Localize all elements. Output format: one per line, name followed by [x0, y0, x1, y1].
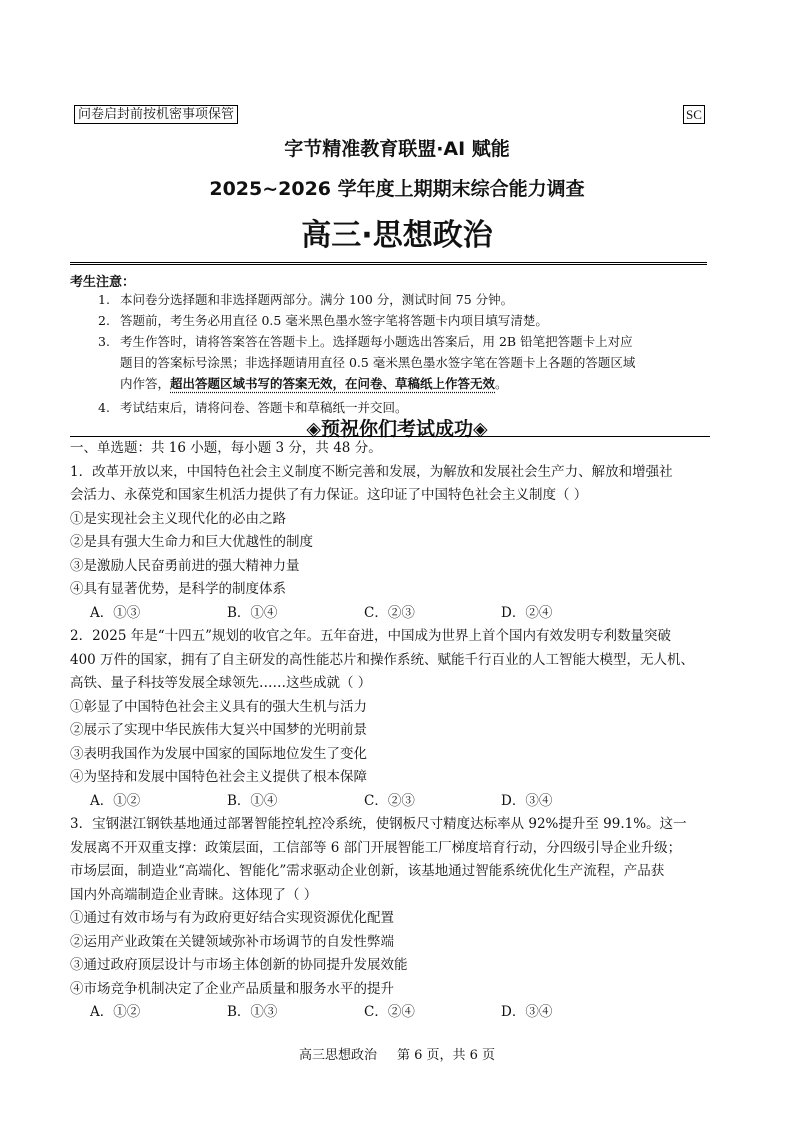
statement: ④市场竞争机制决定了企业产品质量和服务水平的提升	[70, 980, 394, 997]
option-a: A．①②	[90, 792, 141, 809]
paper-code-box: SC	[683, 105, 705, 124]
notice-emphasis: 超出答题区域书写的答案无效，在问卷、草稿纸上作答无效	[170, 376, 496, 391]
good-luck-banner: ◈预祝你们考试成功◈	[306, 418, 488, 440]
option-d: D．③④	[501, 1004, 553, 1020]
section-heading: 一、单选题：共 16 小题，每小题 3 分，共 48 分。	[70, 440, 382, 456]
notice-text: 。	[495, 376, 508, 391]
statement: ①通过有效市场与有为政府更好结合实现资源优化配置	[70, 910, 394, 926]
notice-number: 3.	[98, 334, 110, 349]
statement: ④为坚持和发展中国特色社会主义提供了根本保障	[70, 769, 367, 785]
confidential-notice-box: 问卷启封前按机密事项保管	[74, 105, 238, 124]
answer-options	[70, 602, 720, 626]
question-stem: 会活力、永葆党和国家生机活力提供了有力保证。这印证了中国特色社会主义制度（ ）	[70, 487, 588, 503]
question-3	[70, 813, 720, 1025]
notice-number: 4.	[98, 400, 110, 415]
option-b: B．①③	[227, 1004, 278, 1020]
question-area	[70, 437, 720, 1025]
question-stem: 发展离不开双重支撑：政策层面，工信部等 6 部门开展智能工厂梯度培育行动，分四级引导企业升级；	[70, 839, 682, 856]
footer-page-number: 第 6 页，共 6 页	[396, 1048, 496, 1063]
notice-number: 2.	[98, 313, 110, 328]
notice-item	[98, 331, 708, 394]
exam-session-title: 2025~2026 学年度上期期末综合能力调查	[209, 178, 585, 200]
notice-item	[98, 310, 708, 331]
page-footer	[0, 1044, 794, 1063]
footer-subject: 高三思想政治	[298, 1048, 377, 1063]
notice-text: 考试结束后，请将问卷、答题卡和草稿纸一并交回。	[120, 400, 408, 415]
exam-organizer-title: 字节精准教育联盟·AI 赋能	[284, 138, 510, 160]
question-stem: 1．改革开放以来，中国特色社会主义制度不断完善和发展，为解放和发展社会生产力、解放和增强社	[70, 463, 673, 480]
option-d: D．②④	[501, 604, 553, 621]
question-1	[70, 461, 720, 626]
statement: ③表明我国作为发展中国家的国际地位发生了变化	[70, 745, 367, 762]
option-c: C．②③	[364, 604, 415, 621]
statement: ③是激励人民奋勇前进的强大精神力量	[70, 557, 300, 574]
statement: ④具有显著优势，是科学的制度体系	[70, 581, 286, 597]
notice-text: 内作答，	[120, 376, 171, 391]
option-b: B．①④	[227, 604, 278, 621]
statement: ①彰显了中国特色社会主义具有的强大生机与活力	[70, 698, 367, 715]
statement: ③通过政府顶层设计与市场主体创新的协同提升发展效能	[70, 957, 408, 973]
notice-text: 考生作答时，请将答案答在答题卡上。选择题每小题选出答案后，用 2B 铅笔把答题卡上对应	[120, 334, 633, 349]
question-stem: 市场层面，制造业“高端化、智能化”需求驱动企业创新，该基地通过智能系统优化生产流程，产品获	[70, 863, 665, 879]
option-a: A．①③	[90, 604, 141, 621]
question-stem: 2．2025 年是“十四五”规划的收官之年。五年奋进，中国成为世界上首个国内有效发明专利数量突破	[70, 628, 672, 644]
notice-title: 考生注意：	[70, 275, 136, 290]
question-2	[70, 625, 720, 813]
statement: ①是实现社会主义现代化的必由之路	[70, 510, 286, 527]
option-c: C．②③	[364, 792, 415, 809]
question-stem: 国内外高端制造企业青睐。这体现了（ ）	[70, 886, 318, 903]
option-b: B．①④	[227, 792, 278, 809]
notice-text: 题目的答案标号涂黑；非选择题请用直径 0.5 毫米黑色墨水签字笔在答题卡上各题的答题区域	[120, 355, 636, 370]
answer-options	[70, 1001, 720, 1025]
notice-item	[98, 289, 708, 310]
header-double-rule	[70, 262, 707, 265]
statement: ②是具有强大生命力和巨大优越性的制度	[70, 534, 313, 550]
option-a: A．①②	[90, 1004, 141, 1020]
question-stem: 400 万件的国家，拥有了自主研发的高性能芯片和操作系统、赋能千行百业的人工智能大模型，无人机、	[70, 651, 695, 668]
notice-number: 1.	[98, 292, 110, 307]
answer-options	[70, 790, 720, 814]
option-d: D．③④	[501, 792, 553, 809]
notice-text: 答题前，考生务必用直径 0.5 毫米黑色墨水签字笔将答题卡内项目填写清楚。	[120, 313, 548, 328]
question-stem: 3．宝钢湛江钢铁基地通过部署智能控轧控冷系统，使钢板尺寸精度达标率从 92%提升至 99.1%。这一	[70, 816, 687, 832]
option-c: C．②④	[364, 1004, 415, 1020]
notice-text: 本问卷分选择题和非选择题两部分。满分 100 分，测试时间 75 分钟。	[120, 292, 514, 307]
question-stem: 高铁、量子科技等发展全球领先……这些成就（ ）	[70, 675, 372, 691]
subject-title: 高三·思想政治	[301, 218, 493, 253]
statement: ②展示了实现中华民族伟大复兴中国梦的光明前景	[70, 722, 367, 738]
statement: ②运用产业政策在关键领域弥补市场调节的自发性弊端	[70, 933, 394, 950]
